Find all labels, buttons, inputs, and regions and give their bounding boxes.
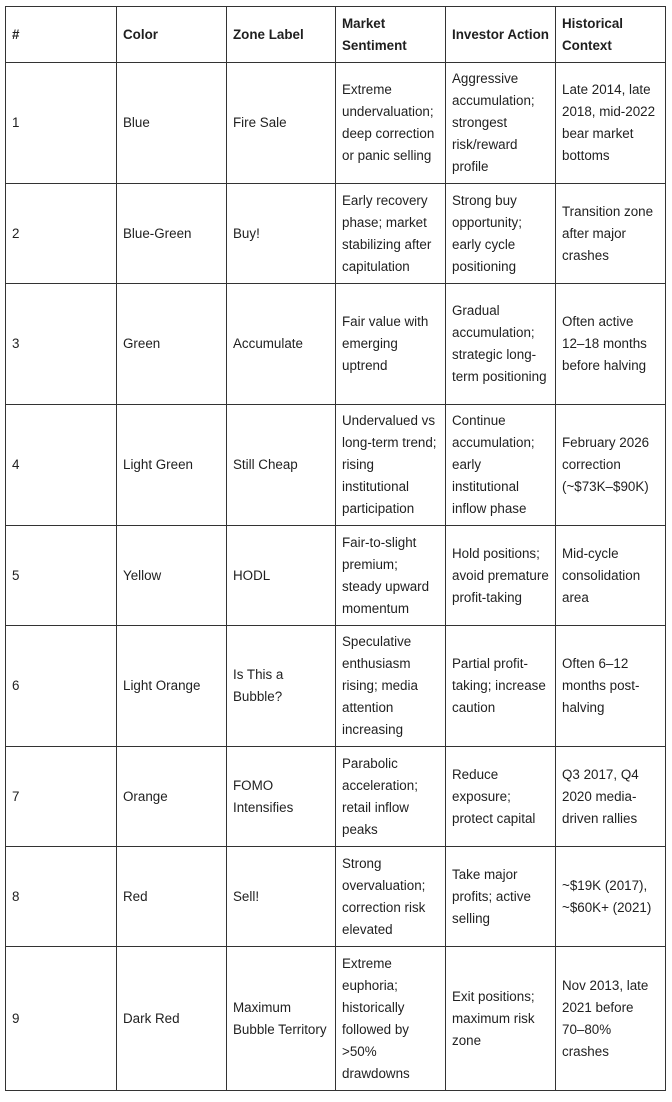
cell-investor-action: Aggressive accumulation; strongest risk/reward profile [446,63,556,184]
cell-market-sentiment: Strong overvaluation; correction risk elevated [336,847,446,947]
cell-color: Dark Red [117,947,227,1091]
cell-number: 6 [6,626,117,747]
cell-investor-action: Exit positions; maximum risk zone [446,947,556,1091]
cell-historical-context: Late 2014, late 2018, mid-2022 bear market bottoms [556,63,666,184]
table-row [6,747,666,847]
cell-historical-context: Nov 2013, late 2021 before 70–80% crashes [556,947,666,1091]
cell-color: Light Orange [117,626,227,747]
cell-number: 7 [6,747,117,847]
table-row [6,63,666,184]
header-number: # [6,7,117,63]
cell-market-sentiment: Extreme euphoria; historically followed by >50% drawdowns [336,947,446,1091]
table-row [6,526,666,626]
cell-color: Yellow [117,526,227,626]
table-row [6,284,666,405]
cell-zone-label: Fire Sale [227,63,336,184]
cell-market-sentiment: Speculative enthusiasm rising; media attention increasing [336,626,446,747]
cell-color: Light Green [117,405,227,526]
cell-color: Orange [117,747,227,847]
cell-historical-context: Mid-cycle consolidation area [556,526,666,626]
cell-color: Blue-Green [117,184,227,284]
cell-zone-label: Sell! [227,847,336,947]
cell-color: Red [117,847,227,947]
cell-zone-label: Buy! [227,184,336,284]
cell-zone-label: Maximum Bubble Territory [227,947,336,1091]
cell-color: Blue [117,63,227,184]
cell-zone-label: Is This a Bubble? [227,626,336,747]
cell-zone-label: Accumulate [227,284,336,405]
cell-investor-action: Reduce exposure; protect capital [446,747,556,847]
cell-market-sentiment: Undervalued vs long-term trend; rising institutional participation [336,405,446,526]
cell-investor-action: Take major profits; active selling [446,847,556,947]
header-investor-action: Investor Action [446,7,556,63]
cell-zone-label: HODL [227,526,336,626]
cell-zone-label: FOMO Intensifies [227,747,336,847]
zone-table [5,6,666,1091]
cell-market-sentiment: Parabolic acceleration; retail inflow peaks [336,747,446,847]
cell-number: 2 [6,184,117,284]
cell-number: 4 [6,405,117,526]
header-historical-context: Historical Context [556,7,666,63]
cell-zone-label: Still Cheap [227,405,336,526]
cell-market-sentiment: Extreme undervaluation; deep correction or panic selling [336,63,446,184]
table-row [6,847,666,947]
table-row [6,947,666,1091]
cell-historical-context: February 2026 correction (~$73K–$90K) [556,405,666,526]
table-row [6,626,666,747]
cell-market-sentiment: Fair value with emerging uptrend [336,284,446,405]
table-row [6,184,666,284]
cell-number: 9 [6,947,117,1091]
cell-number: 5 [6,526,117,626]
cell-investor-action: Continue accumulation; early institutional inflow phase [446,405,556,526]
cell-historical-context: Often 6–12 months post-halving [556,626,666,747]
cell-number: 8 [6,847,117,947]
cell-investor-action: Hold positions; avoid premature profit-taking [446,526,556,626]
header-color: Color [117,7,227,63]
cell-historical-context: Transition zone after major crashes [556,184,666,284]
cell-historical-context: Q3 2017, Q4 2020 media-driven rallies [556,747,666,847]
cell-investor-action: Partial profit-taking; increase caution [446,626,556,747]
cell-investor-action: Gradual accumulation; strategic long-term positioning [446,284,556,405]
cell-market-sentiment: Fair-to-slight premium; steady upward momentum [336,526,446,626]
header-zone-label: Zone Label [227,7,336,63]
cell-number: 3 [6,284,117,405]
cell-market-sentiment: Early recovery phase; market stabilizing after capitulation [336,184,446,284]
cell-color: Green [117,284,227,405]
table-header-row [6,7,666,63]
cell-historical-context: ~$19K (2017), ~$60K+ (2021) [556,847,666,947]
cell-number: 1 [6,63,117,184]
table-row [6,405,666,526]
header-market-sentiment: Market Sentiment [336,7,446,63]
cell-investor-action: Strong buy opportunity; early cycle positioning [446,184,556,284]
cell-historical-context: Often active 12–18 months before halving [556,284,666,405]
